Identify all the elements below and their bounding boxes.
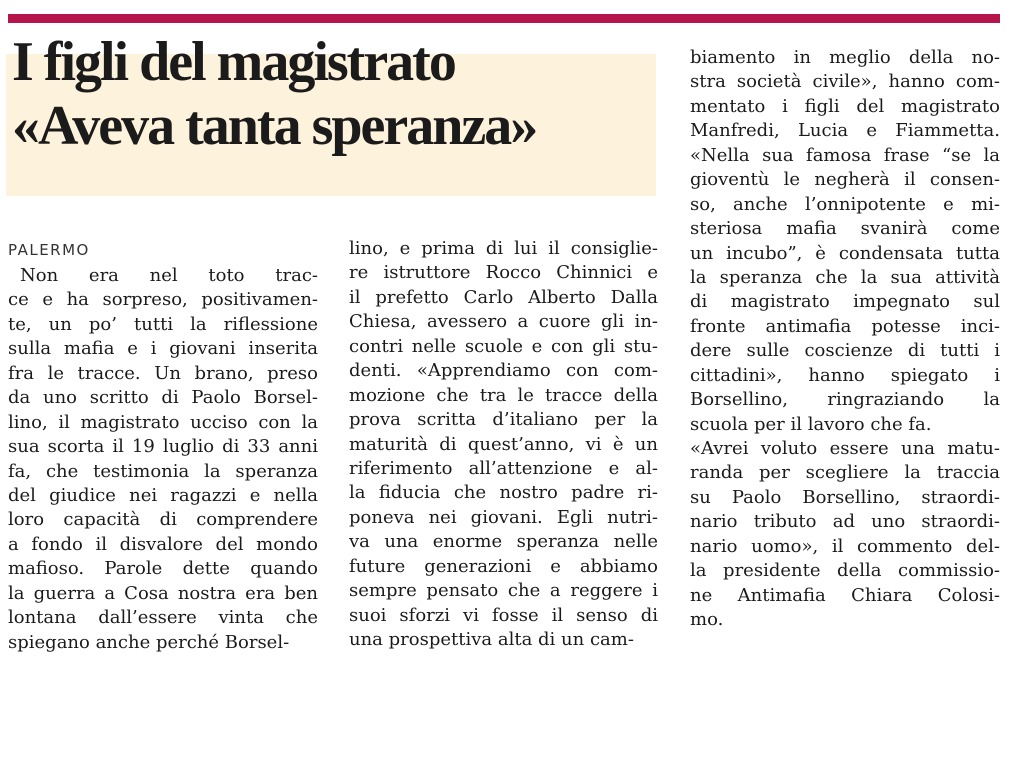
article-line: prova scritta d’italiano per la (349, 409, 658, 431)
article-line: scuola per il lavoro che fa. (690, 413, 932, 435)
article-column-3 (690, 46, 1000, 633)
article-line: sua scorta il 19 luglio di 33 anni (8, 436, 318, 458)
headline (12, 30, 672, 158)
article-line: ne Antimafia Chiara Colosi- (690, 584, 1000, 606)
article-line: sempre pensato che a reggere i (349, 580, 658, 602)
article-line: biamento in meglio della no- (690, 47, 1000, 68)
headline-line-2: «Aveva tanta speranza» (12, 95, 537, 157)
article-line: randa per scegliere la traccia (690, 462, 1000, 484)
article-line: «Avrei voluto essere una matu- (690, 438, 1000, 459)
article-line: mentato i figli del magistrato (690, 95, 1000, 117)
article-line: future generazioni e abbiamo (349, 555, 658, 577)
article-line: lontana dall’essere vinta che (8, 607, 318, 629)
article-line: maturità di quest’anno, vi è un (349, 433, 658, 455)
article-line: Borsellino, ringraziando la (690, 389, 1000, 411)
article-line: la speranza che la sua attività (690, 266, 1000, 288)
article-line: suoi sforzi vi fosse il senso di (349, 604, 658, 626)
article-line (8, 264, 318, 288)
article-line: so, anche l’onnipotente e mi- (690, 193, 1000, 215)
article-line: nario tributo ad uno straordi- (690, 511, 1000, 533)
headline-line-1: I figli del magistrato (12, 31, 455, 93)
article-line: steriosa mafia svanirà come (690, 218, 1000, 240)
article-line: cittadini», hanno spiegato i (690, 364, 1000, 386)
article-column-2 (349, 237, 658, 652)
article-line-text: Non era nel toto trac- (20, 265, 318, 286)
article-line: «Nella sua famosa frase “se la (690, 144, 1000, 166)
article-line: fa, che testimonia la speranza (8, 460, 318, 482)
article-line: mo. (690, 609, 724, 631)
article-line: una prospettiva alta di un cam- (349, 629, 634, 650)
article-line: dere sulle coscienze di tutti i (690, 340, 1000, 362)
article-line: del giudice nei ragazzi e nella (8, 484, 318, 506)
article-line: va una enorme speranza nelle (349, 531, 658, 553)
article-line: un incubo”, è condensata tutta (690, 242, 1000, 264)
article-line: su Paolo Borsellino, straordi- (690, 486, 1000, 508)
article-line: il prefetto Carlo Alberto Dalla (349, 286, 658, 308)
article-line: da uno scritto di Paolo Borsel- (8, 387, 318, 409)
article-line: di magistrato impegnato sul (690, 291, 1000, 313)
article-line: nario uomo», il commento del- (690, 535, 1000, 557)
article-line: Chiesa, avessero a cuore gli in- (349, 311, 658, 333)
article-line: Manfredi, Lucia e Fiammetta. (690, 120, 1000, 142)
article-line: la guerra a Cosa nostra era ben (8, 582, 318, 604)
article-line: lino, e prima di lui il consiglie- (349, 238, 658, 259)
article-line: riferimento all’attenzione e al- (349, 457, 658, 479)
article-line: mafioso. Parole dette quando (8, 558, 318, 580)
top-accent-rule (8, 14, 1000, 23)
article-line: ce e ha sorpreso, positivamen- (8, 289, 318, 311)
article-line: spiegano anche perché Borsel- (8, 631, 290, 653)
article-line: denti. «Apprendiamo con com- (349, 360, 658, 382)
article-line: gioventù le negherà il consen- (690, 169, 1000, 191)
article-line: te, un po’ tutti la riflessione (8, 313, 318, 335)
dateline: PALERMO (8, 241, 90, 259)
article-line: la fiducia che nostro padre ri- (349, 482, 658, 504)
article-line: stra società civile», hanno com- (690, 71, 1000, 93)
article-line: lino, il magistrato ucciso con la (8, 411, 318, 433)
article-line: fronte antimafia potesse inci- (690, 315, 1000, 337)
article-line: contri nelle scuole e con gli stu- (349, 335, 658, 357)
article-line: a fondo il disvalore del mondo (8, 533, 318, 555)
article-line: la presidente della commissio- (690, 560, 1000, 582)
article-column-1 (8, 264, 318, 655)
article-line: loro capacità di comprendere (8, 509, 318, 531)
article-line: mozione che tra le tracce della (349, 384, 658, 406)
article-line: re istruttore Rocco Chinnici e (349, 262, 658, 284)
article-line: poneva nei giovani. Egli nutri- (349, 506, 658, 528)
article-line: fra le tracce. Un brano, preso (8, 362, 318, 384)
article-line: sulla mafia e i giovani inserita (8, 338, 318, 360)
